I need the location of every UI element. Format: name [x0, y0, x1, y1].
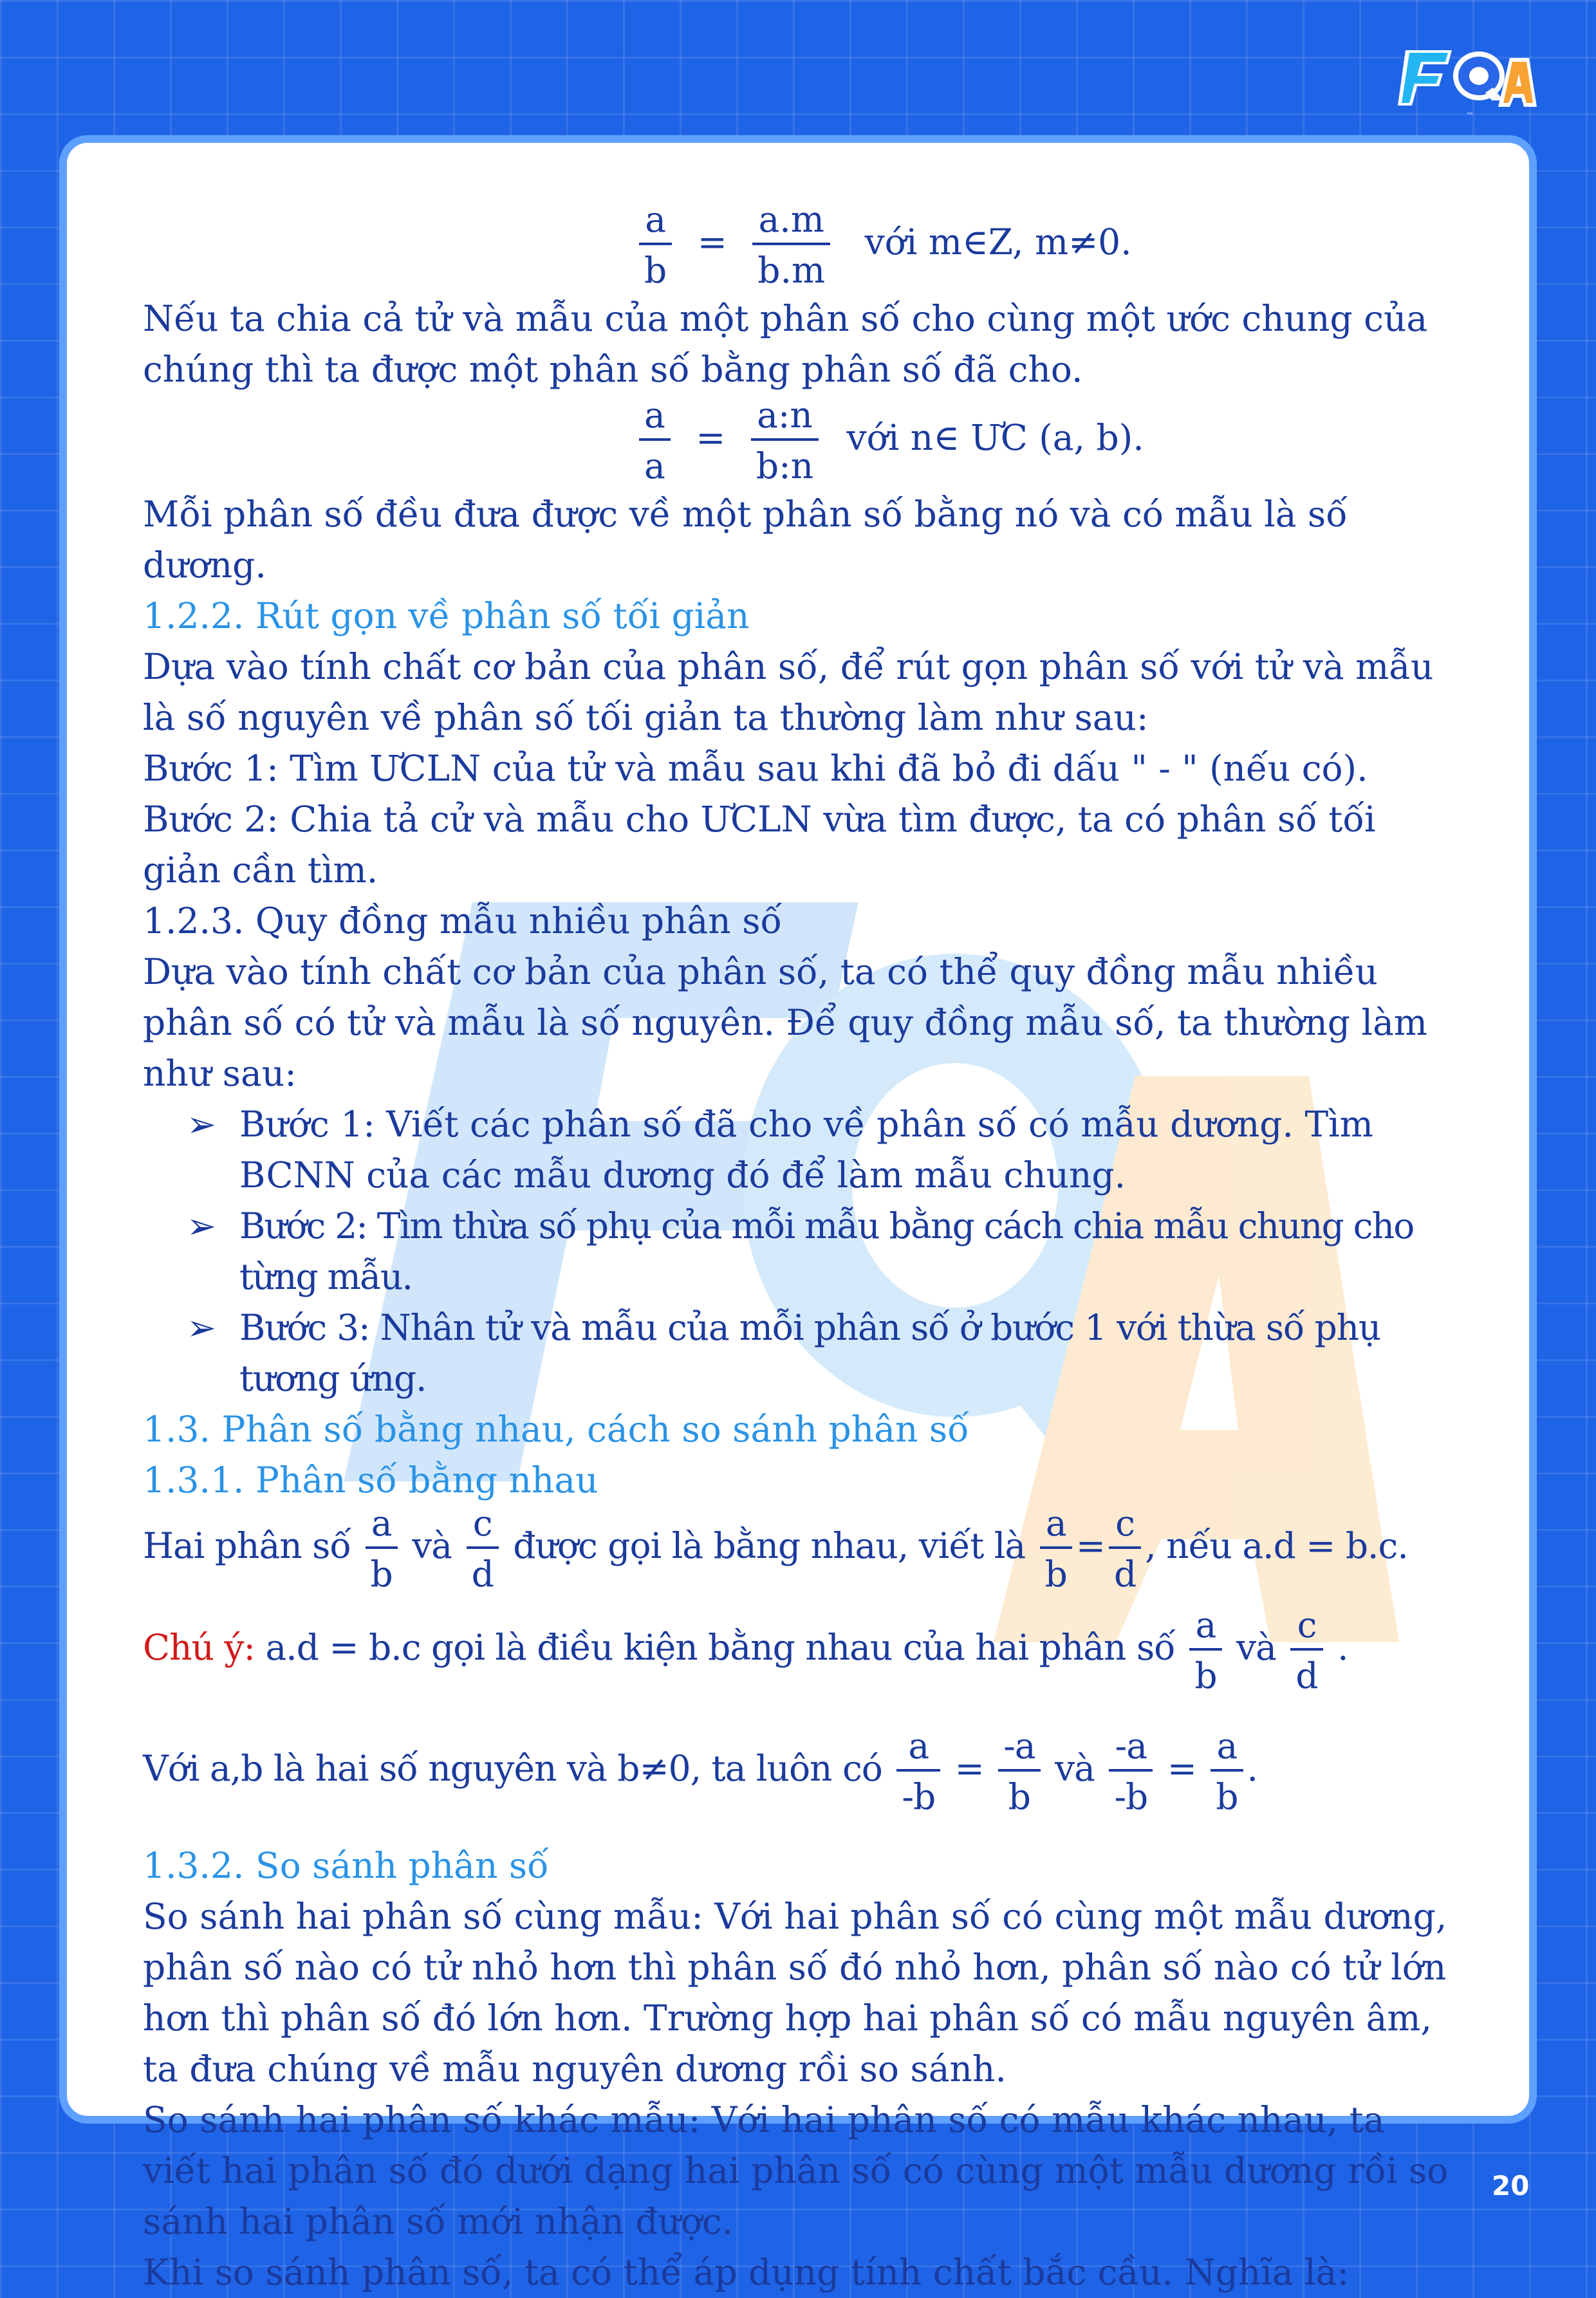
formula-multiply: $\frac{a}{b}$ = $\frac{a.m}{b.m}$ với m∈Z, m≠0.	[143, 199, 1456, 293]
section-heading: 1.3.2. So sánh phân số	[143, 1845, 549, 1886]
fraction: $\frac{c}{d}$	[1109, 1506, 1141, 1592]
fqa-logo	[1396, 39, 1538, 116]
section-heading: 1.2.2. Rút gọn về phân số tối giản	[143, 595, 750, 636]
section-heading: 1.2.3. Quy đồng mẫu nhiều phân số	[143, 900, 783, 941]
fraction: $\frac{-a}{-b}$	[1109, 1728, 1153, 1815]
step-2: Bước 2: Chia tả cử và mẫu cho ƯCLN vừa tìm được, ta có phân số tối giản cần tìm.	[143, 799, 1376, 891]
note-label: Chú ý:	[143, 1627, 255, 1668]
note-line: Chú ý: a.d = b.c gọi là điều kiện bằng nhau của hai phân số $\frac{a}{b}$ và $\frac{c}{d}$ .	[143, 1604, 1348, 1696]
step-1: Bước 1: Tìm ƯCLN của tử và mẫu sau khi đã bỏ đi dấu " - " (nếu có).	[143, 748, 1368, 789]
paragraph: Nếu ta chia cả tử và mẫu của một phân số cho cùng một ước chung của chúng thì ta được một phân số bằng phân số đã cho.	[143, 298, 1428, 390]
arrow-bullet-icon: ➢	[187, 1205, 217, 1246]
fraction: $\frac{a}{b}$	[366, 1506, 398, 1592]
fraction: $\frac{a}{b}$	[639, 202, 672, 288]
fraction: $\frac{a}{b}$	[1189, 1608, 1221, 1694]
fraction: $\frac{a}{b}$	[1040, 1506, 1072, 1592]
fraction: $\frac{a.m}{b.m}$	[752, 202, 830, 288]
svg-text:FQA: FQA	[1467, 112, 1473, 115]
paragraph: Khi so sánh phân số, ta có thể áp dụng tính chất bắc cầu. Nghĩa là:	[143, 2252, 1350, 2293]
paragraph: Dựa vào tính chất cơ bản của phân số, để rút gọn phân số với tử và mẫu là số nguyên về phân số tối giản ta thường làm như sau:	[143, 646, 1434, 738]
section-heading: 1.3.1. Phân số bằng nhau	[143, 1459, 598, 1501]
fraction: $\frac{a}{-b}$	[896, 1728, 940, 1815]
fraction: $\frac{-a}{b}$	[998, 1728, 1040, 1815]
page-number: 20	[1492, 2170, 1530, 2201]
fraction: $\frac{a:n}{b:n}$	[751, 398, 819, 484]
arrow-bullet-icon: ➢	[187, 1307, 217, 1348]
fraction: $\frac{c}{d}$	[1290, 1608, 1322, 1694]
bullet-item: ➢ Bước 2: Tìm thừa số phụ của mỗi mẫu bằng cách chia mẫu chung cho từng mẫu.	[143, 1201, 1456, 1302]
page-content	[143, 199, 1456, 2298]
arrow-bullet-icon: ➢	[187, 1104, 217, 1145]
fraction: $\frac{a}{a}$	[639, 398, 671, 484]
bullet-item: ➢ Bước 1: Viết các phân số đã cho về phân số có mẫu dương. Tìm BCNN của các mẫu dương đó để làm mẫu chung.	[143, 1099, 1456, 1201]
paragraph: Dựa vào tính chất cơ bản của phân số, ta có thể quy đồng mẫu nhiều phân số có tử và mẫu là số nguyên. Để quy đồng mẫu số, ta thường làm như sau:	[143, 951, 1428, 1094]
paragraph: Mỗi phân số đều đưa được về một phân số bằng nó và có mẫu là số dương.	[143, 494, 1348, 586]
equal-fractions-definition: Hai phân số $\frac{a}{b}$ và $\frac{c}{d}$ được gọi là bằng nhau, viết là $\frac{a}{b}$ = $\frac{c}{d}$ , nếu a.d = b.c.	[143, 1503, 1408, 1595]
fraction: $\frac{a}{b}$	[1211, 1728, 1243, 1815]
section-heading: 1.3. Phân số bằng nhau, cách so sánh phân số	[143, 1409, 969, 1450]
bullet-item: ➢ Bước 3: Nhân tử và mẫu của mỗi phân số ở bước 1 với thừa số phụ tương ứng.	[143, 1302, 1456, 1404]
fraction: $\frac{c}{d}$	[467, 1506, 499, 1592]
paragraph: So sánh hai phân số khác mẫu: Với hai phân số có mẫu khác nhau, ta viết hai phân số đó dưới dạng hai phân số có cùng một mẫu dương rồi so sánh hai phân số mới nhận được.	[143, 2099, 1449, 2242]
formula-divide: $\frac{a}{a}$ = $\frac{a:n}{b:n}$ với n∈ ƯC (a, b).	[143, 395, 1456, 489]
negative-fraction-rule: Với a,b là hai số nguyên và b≠0, ta luôn có $\frac{a}{-b}$ = $\frac{-a}{b}$ và $\frac{-a}{-b}$ = $\frac{a}{b}$ .	[143, 1725, 1257, 1817]
paragraph: So sánh hai phân số cùng mẫu: Với hai phân số có cùng một mẫu dương, phân số nào có tử nhỏ hơn thì phân số đó nhỏ hơn, phân số nào có tử lớn hơn thì phân số đó lớn hơn. Trường hợp hai phân số có mẫu nguyên âm, ta đưa chúng về mẫu nguyên dương rồi so sánh.	[143, 1896, 1447, 2090]
